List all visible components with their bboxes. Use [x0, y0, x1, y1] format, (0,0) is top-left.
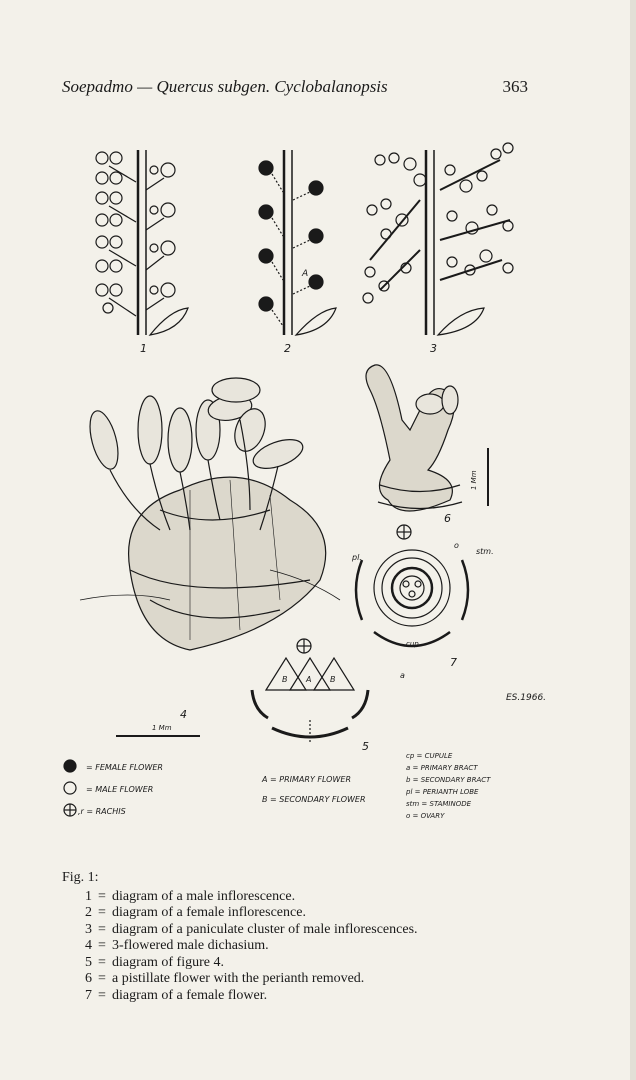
- label-cup: cup.: [406, 640, 421, 648]
- legend-primary-bract: a = PRIMARY BRACT: [406, 764, 478, 772]
- diagram-3-paniculate-cluster: [363, 143, 513, 355]
- panel-number-4: 4: [180, 708, 187, 721]
- running-header: [62, 77, 528, 99]
- caption-item-number: 7: [85, 987, 92, 1003]
- caption-item-text: diagram of a female flower.: [112, 987, 268, 1003]
- caption-item-text: diagram of a female inflorescence.: [112, 905, 306, 920]
- panel-number-7: 7: [450, 656, 457, 669]
- caption-item-equals: =: [98, 987, 106, 1003]
- caption-item: [62, 971, 542, 988]
- panel-number-2: 2: [284, 342, 291, 355]
- label-a: A: [302, 269, 309, 279]
- legend-male-text: = MALE FLOWER: [86, 785, 154, 794]
- label-a-center: A: [306, 675, 312, 684]
- caption-item-text: a pistillate flower with the perianth removed.: [112, 971, 365, 986]
- caption-item-number: 1: [85, 888, 92, 904]
- legend-left: [64, 760, 163, 816]
- caption-item-text: 3-flowered male dichasium.: [112, 938, 269, 953]
- figure-5-dichasium-diagram: [252, 639, 369, 753]
- running-title: Soepadmo — Quercus subgen. Cyclobalanopsis: [62, 77, 388, 96]
- diagram-1-male-inflorescence: [96, 150, 188, 355]
- caption-item-number: 4: [85, 938, 92, 953]
- legend-perianth-lobe: pl = PERIANTH LOBE: [406, 788, 479, 796]
- legend-secondary-bract: b = SECONDARY BRACT: [406, 776, 491, 784]
- caption-item: [62, 955, 542, 972]
- label-b-right: B: [330, 675, 336, 684]
- caption-item: [62, 938, 542, 955]
- legend-cupule: cp = CUPULE: [406, 752, 453, 760]
- panel-number-3: 3: [430, 342, 437, 355]
- label-a-lower: a: [400, 671, 405, 680]
- caption-title: Fig. 1:: [62, 870, 99, 885]
- legend-primary-flower: A = PRIMARY FLOWER: [262, 775, 351, 784]
- caption-item-equals: =: [98, 938, 106, 953]
- botanical-figure: [40, 130, 600, 830]
- figure-caption: [62, 870, 542, 1004]
- caption-item-equals: =: [98, 888, 106, 904]
- diagram-2-female-inflorescence: [259, 150, 336, 355]
- legend-middle: [261, 775, 366, 804]
- page-number: 363: [502, 77, 528, 96]
- caption-item-number: 5: [85, 954, 92, 970]
- caption-item-text: diagram of a male inflorescence.: [112, 888, 296, 904]
- legend-secondary-flower: B = SECONDARY FLOWER: [262, 795, 366, 804]
- panel-number-1: 1: [140, 342, 147, 355]
- scale-bar-1-label: 1 Mm: [152, 724, 172, 732]
- artist-signature: ES.1966.: [506, 693, 547, 703]
- panel-number-6: 6: [444, 512, 451, 525]
- label-stm: stm.: [476, 547, 494, 556]
- label-b-left: B: [282, 675, 288, 684]
- figure-6-pistillate-flower: [366, 365, 488, 525]
- caption-item-number: 3: [85, 921, 92, 937]
- page-edge: [630, 0, 636, 1080]
- caption-item-number: 6: [85, 971, 92, 986]
- caption-item: [62, 889, 542, 906]
- caption-item-number: 2: [85, 905, 92, 920]
- legend-staminode: stm = STAMINODE: [406, 800, 472, 808]
- label-pl: pl.: [352, 553, 362, 562]
- legend-female-text: = FEMALE FLOWER: [86, 763, 163, 772]
- scale-bar-2-label: 1 Mm: [470, 470, 478, 490]
- legend-ovary: o = OVARY: [406, 812, 445, 820]
- caption-item: [62, 905, 542, 922]
- caption-item-text: diagram of figure 4.: [112, 954, 224, 970]
- caption-item-equals: =: [98, 954, 106, 970]
- caption-item: [62, 922, 542, 939]
- caption-item-equals: =: [98, 921, 106, 937]
- caption-item-equals: =: [98, 905, 106, 920]
- panel-number-5: 5: [362, 740, 369, 753]
- caption-item-text: diagram of a paniculate cluster of male inflorescences.: [112, 921, 418, 937]
- label-o: o: [454, 541, 459, 550]
- caption-item-equals: =: [98, 971, 106, 986]
- figure-7-female-flower-diagram: [351, 525, 494, 680]
- open-circle-symbol: [64, 782, 76, 794]
- legend-rachis-text: ,r = RACHIS: [78, 807, 126, 816]
- filled-circle-symbol: [64, 760, 76, 772]
- caption-item: [62, 988, 542, 1005]
- legend-right: [405, 752, 491, 820]
